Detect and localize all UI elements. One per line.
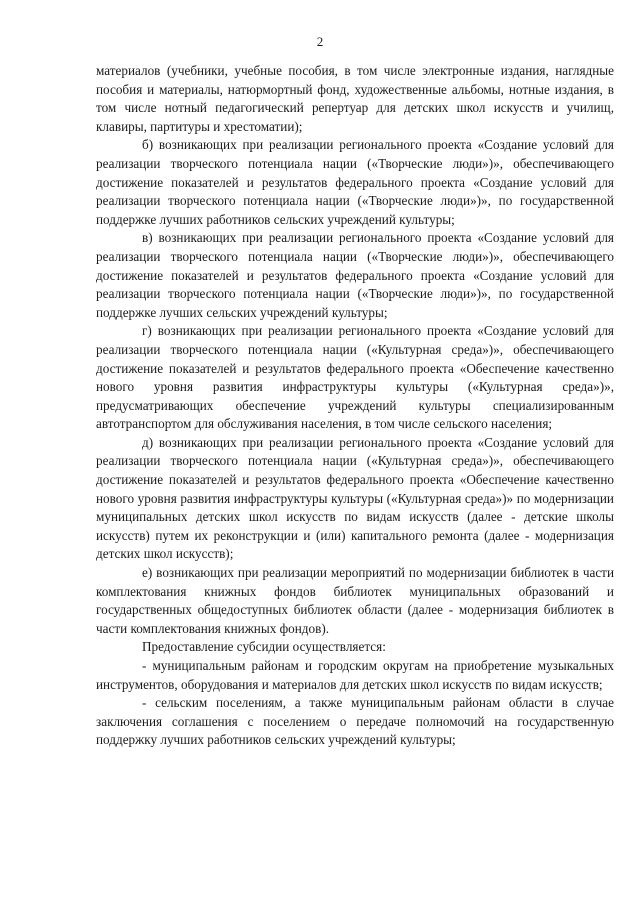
page-number: 2 — [316, 34, 324, 49]
paragraph-continuation: материалов (учебники, учебные пособия, в том числе электронные издания, наглядные пособия и материалы, натюрмортный фонд, художественные альбомы, нотные издания, в том числе нотный педагогический репертуар для детских школ искусств и училищ, клавиры, партитуры и хрестоматии); — [96, 63, 614, 134]
paragraph-item-b: б) возникающих при реализации регионального проекта «Создание условий для реализации творческого потенциала нации («Творческие люди»)», обеспечивающего достижение показателей и результатов федерального проекта «Создание условий для реализации творческого потенциала нации («Творческие люди»)», по государственной поддержке лучших работников сельских учреждений культуры; — [96, 137, 614, 227]
paragraph-item-e: е) возникающих при реализации мероприятий по модернизации библиотек в части комплектования книжных фондов библиотек муниципальных образований и государственных общедоступных библиотек области (далее - модернизация библиотек в части комплектования книжных фондов). — [96, 565, 614, 636]
paragraph-subsidy-settlements: - сельским поселениям, а также муниципальным районам области в случае заключения соглашения с поселением о передаче полномочий на государственную поддержку лучших работников сельских учреждений культуры; — [96, 695, 614, 748]
paragraph-item-v: в) возникающих при реализации регионального проекта «Создание условий для реализации творческого потенциала нации («Творческие люди»)», обеспечивающего достижение показателей и результатов федерального проекта «Создание условий для реализации творческого потенциала нации («Творческие люди»)», по государственной поддержке лучших сельских учреждений культуры; — [96, 230, 614, 320]
paragraph-item-d: д) возникающих при реализации регионального проекта «Создание условий для реализации творческого потенциала нации («Культурная среда»)», обеспечивающего достижение показателей и результатов федерального проекта «Обеспечение качественно нового уровня развития инфраструктуры культуры («Культурная среда»)» по модернизации муниципальных детских школ искусств по видам искусств (далее - детские школы искусств) путем их реконструкции и (или) капитального ремонта (далее - модернизация детских школ искусств); — [96, 434, 614, 562]
paragraph-subsidy-districts: - муниципальным районам и городским округам на приобретение музыкальных инструментов, оборудования и материалов для детских школ искусств по видам искусств; — [96, 658, 614, 692]
paragraph-item-g: г) возникающих при реализации регионального проекта «Создание условий для реализации творческого потенциала нации («Культурная среда»)», обеспечивающего достижение показателей и результатов федерального проекта «Обеспечение качественно нового уровня развития инфраструктуры культуры («Культурная среда»)», предусматривающих обеспечение учреждений культуры специализированным автотранспортом для обслуживания населения, в том числе сельского населения; — [96, 323, 614, 432]
paragraph-subsidy-intro: Предоставление субсидии осуществляется: — [142, 639, 386, 655]
document-body — [96, 62, 614, 750]
